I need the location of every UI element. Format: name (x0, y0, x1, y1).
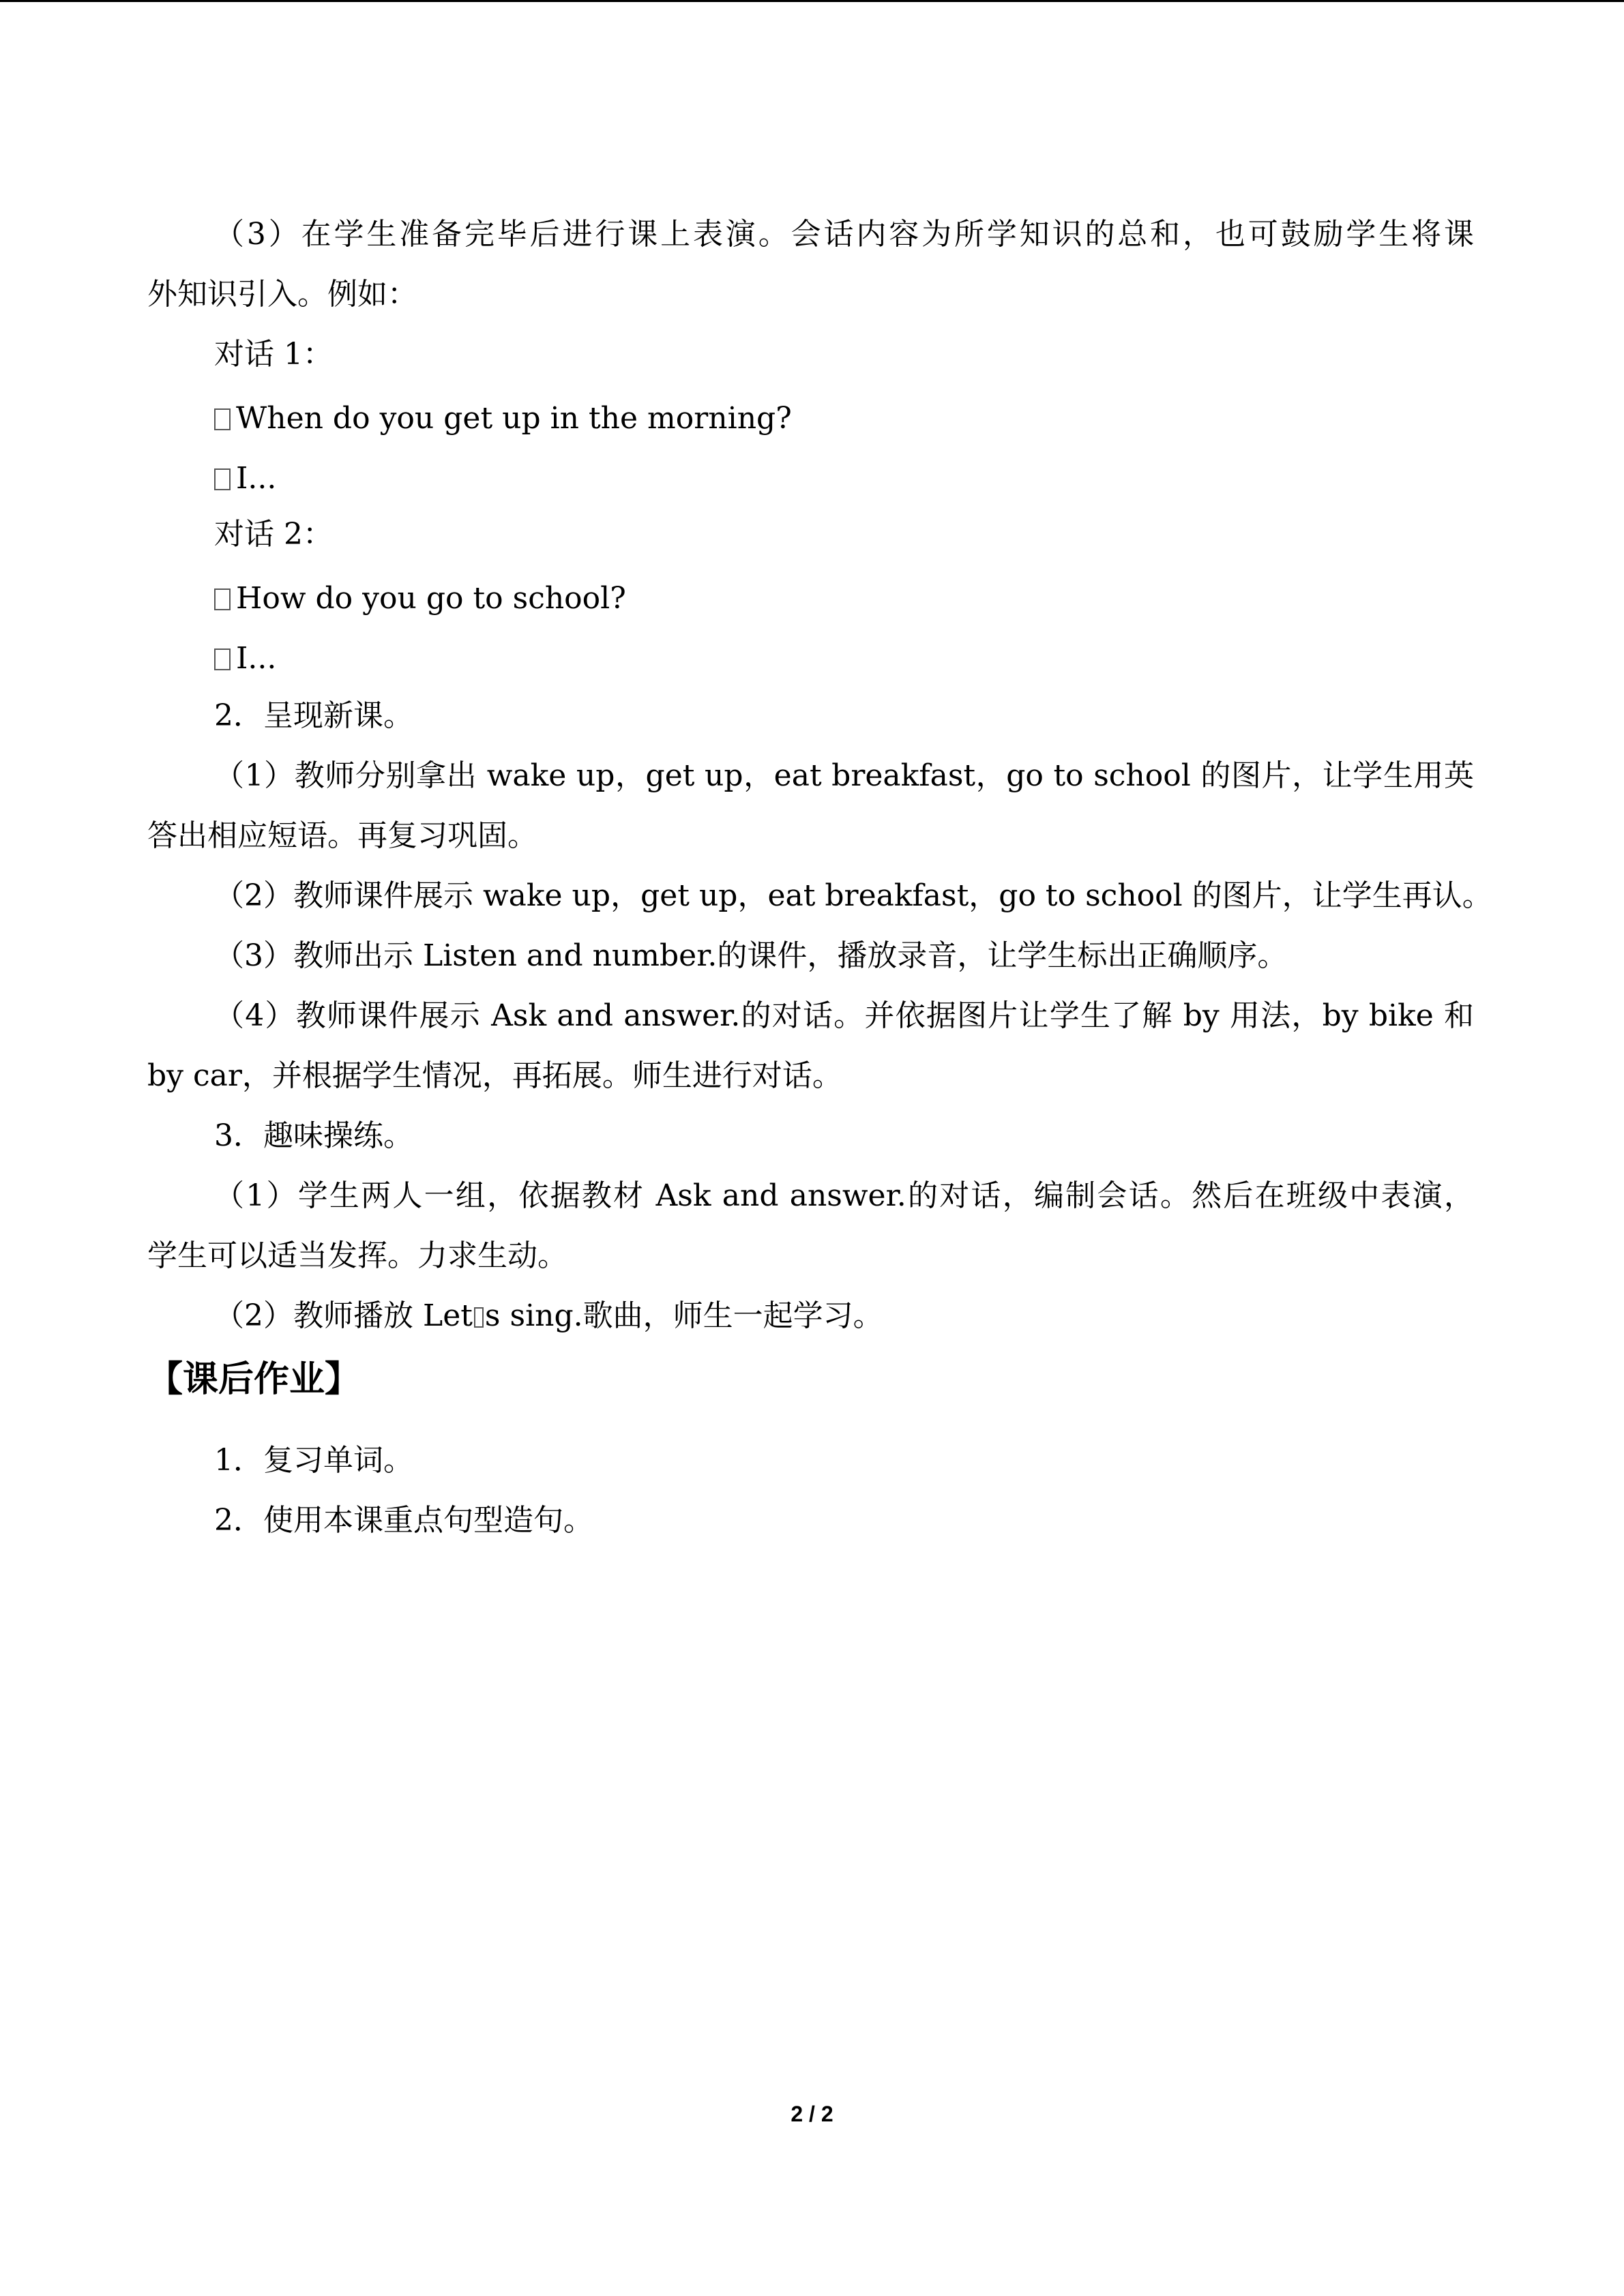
step-2-heading: 2．呈现新课。 (214, 698, 413, 733)
step-3-item-1-line-2: 学生可以适当发挥。力求生动。 (147, 1238, 567, 1273)
step-3-item-2 (214, 1296, 883, 1337)
dialogue-2-line-2-text: I... (236, 641, 277, 676)
dialogue-1-line-2 (214, 458, 276, 499)
dialogue-2-line-2 (214, 638, 276, 679)
step-2-item-1-line-1: （1）教师分别拿出 wake up，get up，eat breakfast，go to school 的图片，让学生用英 (214, 758, 1474, 793)
missing-glyph-box-icon (214, 648, 231, 670)
step-3-heading: 3．趣味操练。 (214, 1118, 413, 1153)
missing-glyph-box-icon (214, 408, 231, 430)
step-2-item-2: （2）教师课件展示 wake up，get up，eat breakfast，go to school 的图片，让学生再认。 (214, 878, 1492, 913)
dialogue-2-label: 对话 2： (214, 517, 333, 552)
homework-heading: 【课后作业】 (147, 1359, 361, 1400)
missing-apostrophe-box-icon (474, 1307, 484, 1328)
step-2-item-4-line-2: by car，并根据学生情况，再拓展。师生进行对话。 (147, 1058, 842, 1093)
dialogue-1-label: 对话 1： (214, 337, 333, 372)
step-2-item-1-line-2: 答出相应短语。再复习巩固。 (147, 818, 537, 853)
paragraph-3-line-1: （3）在学生准备完毕后进行课上表演。会话内容为所学知识的总和，也可鼓励学生将课 (214, 217, 1474, 252)
homework-item-2: 2．使用本课重点句型造句。 (214, 1503, 593, 1538)
step-3-item-2-suffix: s sing.歌曲，师生一起学习。 (484, 1298, 883, 1333)
dialogue-2-line-1-text: How do you go to school? (236, 581, 626, 616)
step-3-item-2-prefix: （2）教师播放 Let (214, 1298, 473, 1333)
page-number: 2 / 2 (791, 2102, 833, 2126)
dialogue-1-line-1 (214, 398, 792, 439)
step-2-item-4-line-1: （4）教师课件展示 Ask and answer.的对话。并依据图片让学生了解 by 用法，by bike 和 (214, 998, 1474, 1033)
dialogue-1-line-1-text: When do you get up in the morning? (236, 401, 792, 436)
step-2-item-3: （3）教师出示 Listen and number.的课件，播放录音，让学生标出正确顺序。 (214, 938, 1288, 973)
homework-item-1: 1．复习单词。 (214, 1443, 413, 1478)
step-3-item-1-line-1: （1）学生两人一组，依据教材 Ask and answer.的对话，编制会话。然后在班级中表演， (214, 1178, 1474, 1213)
dialogue-2-line-1 (214, 578, 626, 619)
missing-glyph-box-icon (214, 468, 231, 490)
paragraph-3-line-2: 外知识引入。例如： (147, 277, 417, 312)
dialogue-1-line-2-text: I... (236, 461, 277, 496)
missing-glyph-box-icon (214, 588, 231, 610)
